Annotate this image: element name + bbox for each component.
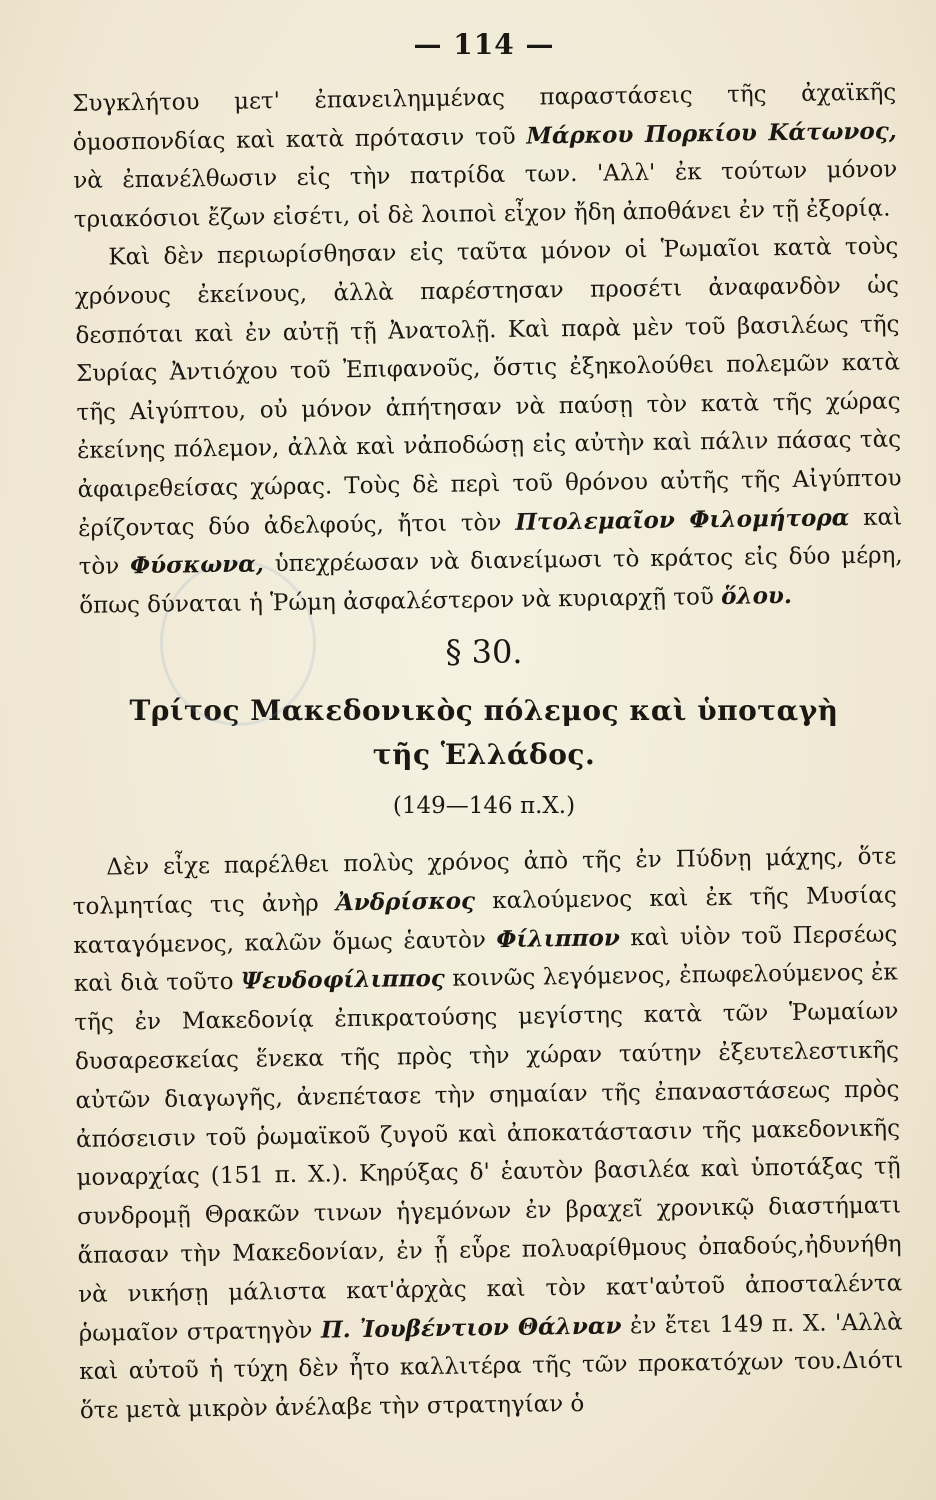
chapter-heading-line-2: τῆς Ἑλλάδος. bbox=[372, 738, 596, 772]
body-text-top bbox=[72, 73, 903, 625]
chapter-dates: (149—146 π.Χ.) bbox=[392, 793, 576, 820]
name-cato: Μάρκου Πορκίου Κάτωνος, bbox=[526, 117, 897, 150]
paragraph-3-text-d: κοινῶς λεγόμενος, ἐπωφελούμενος ἐκ τῆς ἐν Μακεδονίᾳ ἐπικρατούσης μεγίστης κατὰ τῶν Ῥωμαίων δυσαρεσκείας ἕνεκα τῆς πρὸς τὴν χώραν ταύτην ἐξευτελεστικῆς αὐτῶν διαγωγῆς, ἀνεπέτασε τὴν σημαίαν τῆς ἐπαναστάσεως πρὸς ἀπόσεισιν τοῦ ῥωμαϊκοῦ ζυγοῦ καὶ ἀποκατάστασιν τῆς μακεδονικῆς μοναρχίας (151 π. Χ.). Κηρύξας δ' ἑαυτὸν βασιλέα καὶ ὑποτάξας τῇ συνδρομῇ Θρακῶν τινων ἡγεμόνων ἐν βραχεῖ χρονικῷ διαστήματι ἅπασαν τὴν Μακεδονίαν, ἐν ᾗ εὗρε πολυαρίθμους ὀπαδούς,ἠδυνήθη νὰ νικήσῃ μάλιστα κατ'ἀρχὰς καὶ τὸν κατ'αὐτοῦ ἀποσταλέντα ῥωμαῖον στρατηγὸν bbox=[74, 960, 903, 1347]
body-text-bottom bbox=[72, 838, 904, 1431]
paragraph-2-text-c: ὑπεχρέωσαν νὰ διανείμωσι τὸ κράτος εἰς δύο μέρη, ὅπως δύναται ἡ Ῥώμη ἀσφαλέστερον νὰ κυριαρχῇ τοῦ bbox=[79, 542, 903, 619]
name-pseudophilippos: Ψευδοφίλιππος bbox=[240, 965, 446, 996]
paragraph-1 bbox=[72, 73, 898, 239]
paragraph-3 bbox=[72, 838, 904, 1431]
paragraph-3-text-e: ἐν ἔτει 149 π. Χ. 'Αλλὰ καὶ αὐτοῦ ἡ τύχη δὲν ἦτο καλλιτέρα τῆς τῶν προκατόχων του.Διότι ὅτε μετὰ μικρὸν ἀνέλαβε τὴν στρατηγίαν ὁ bbox=[79, 1309, 904, 1425]
paragraph-1-text-b: νὰ ἐπανέλθωσιν εἰς τὴν πατρίδα των. 'Αλλ' ἐκ τούτων μόνον τριακόσιοι ἔζων εἰσέτι, οἱ δὲ λοιποὶ εἶχον ἤδη ἀποθάνει ἐν τῇ ἐξορίᾳ. bbox=[73, 156, 898, 233]
name-physcon: Φύσκωνα, bbox=[129, 550, 265, 580]
name-philippos: Φίλιππον bbox=[496, 924, 620, 953]
paragraph-2 bbox=[74, 228, 903, 625]
paragraph-3-text-c: καὶ υἱὸν τοῦ Περσέως καὶ διὰ τοῦτο bbox=[73, 921, 898, 998]
chapter-heading-line-1: Τρίτος Μακεδονικὸς πόλεμος καὶ ὑποταγὴ bbox=[129, 694, 839, 728]
paragraph-3-text-a: Δὲν εἶχε παρέλθει πολὺς χρόνος ἀπὸ τῆς ἐν Πύδνῃ μάχης, ὅτε τολμητίας τις ἀνὴρ bbox=[72, 843, 897, 921]
paragraph-2-text-b: καὶ τὸν bbox=[78, 503, 903, 581]
name-andriskos: Ἀνδρίσκος bbox=[335, 887, 476, 917]
word-olou: ὅλου. bbox=[720, 581, 793, 610]
section-mark: § 30. bbox=[445, 633, 523, 672]
paragraph-3-text-b: καλούμενος καὶ ἐκ τῆς Μυσίας καταγόμενος, καλῶν ὅμως ἑαυτὸν bbox=[73, 882, 897, 959]
name-juventius: Π. Ἰουβέντιον Θάλναν bbox=[320, 1312, 622, 1344]
paragraph-1-text-a: Συγκλήτου μετ' ἐπανειλημμένας παραστάσεις τῆς ἀχαϊκῆς ὁμοσπονδίας καὶ κατὰ πρότασιν τοῦ bbox=[72, 79, 897, 156]
paragraph-2-text-a: Καὶ δὲν περιωρίσθησαν εἰς ταῦτα μόνον οἱ Ῥωμαῖοι κατὰ τοὺς χρόνους ἐκείνους, ἀλλὰ παρέστησαν προσέτι ἀναφανδὸν ὡς δεσπόται καὶ ἐν αὐτῇ τῇ Ἀνατολῇ. Καὶ παρὰ μὲν τοῦ βασιλέως τῆς Συρίας Ἀντιόχου τοῦ Ἐπιφανοῦς, ὅστις ἐξηκολούθει πολεμῶν κατὰ τῆς Αἰγύπτου, οὐ μόνον ἀπήτησαν νὰ παύσῃ τὸν κατὰ τῆς χώρας ἐκείνης πόλεμον, ἀλλὰ καὶ νἀποδώσῃ εἰς αὐτὴν καὶ πάλιν πάσας τὰς ἀφαιρεθείσας χώρας. Τοὺς δὲ περὶ τοῦ θρόνου αὐτῆς τῆς Αἰγύπτου ἐρίζοντας δύο ἀδελφούς, ἤτοι τὸν bbox=[74, 233, 902, 542]
name-philometor: Πτολεμαῖον Φιλομήτορα bbox=[515, 503, 850, 536]
page-number: — 114 — bbox=[413, 28, 555, 61]
